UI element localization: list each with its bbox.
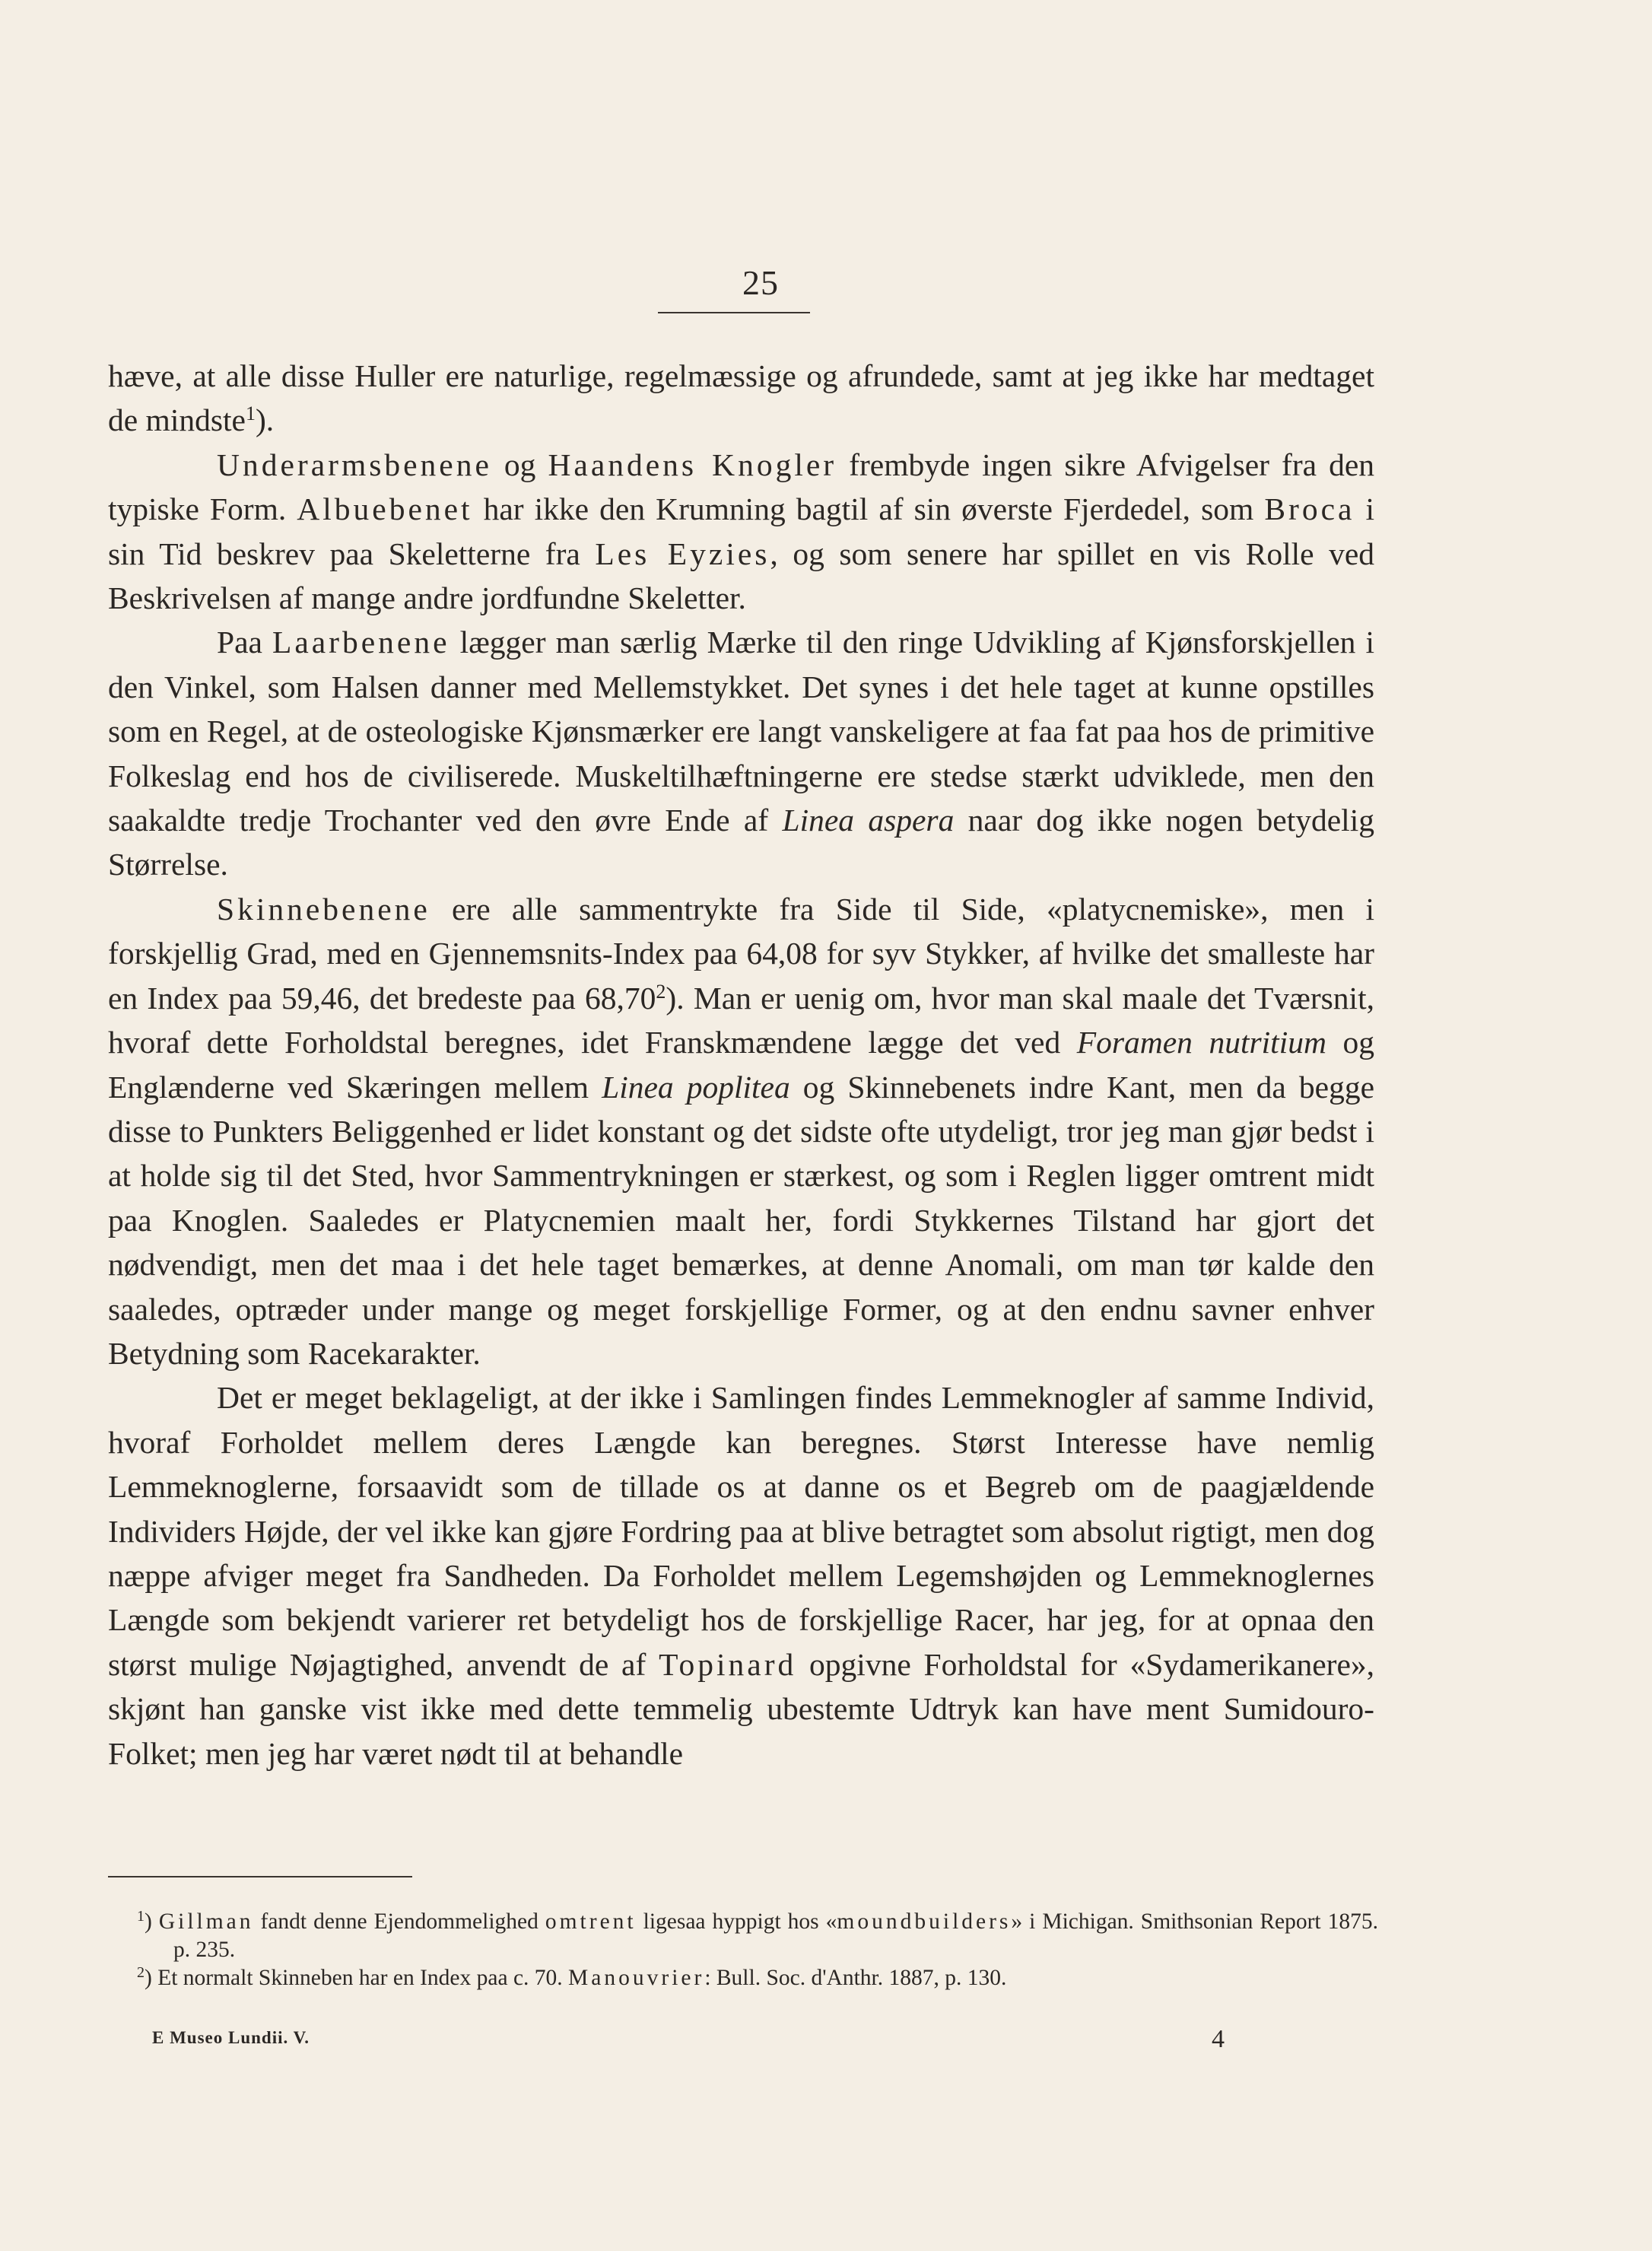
paragraph <box>108 620 1374 886</box>
spaced-term: Manouvrier <box>568 1966 705 1990</box>
text-run: og Skinnebenets indre Kant, men da begge disse to Punkters Beliggenhed er lidet konstant og det sidste ofte utydeligt, tror jeg man gjør bedst i at holde sig til det Sted, hvor Sammentrykningen er stærkest, og som i Reglen ligger omtrent midt paa Knoglen. Saaledes er Platycnemien maalt her, fordi Stykkernes Tilstand har gjort det nødvendigt, men det maa i det hele taget bemærkes, at denne Anomali, om man tør kalde den saaledes, optræder under mange og meget forskjellige Former, og at den endnu savner enhver Betydning som Racekarakter. <box>108 1069 1374 1371</box>
page-footer <box>152 2025 1225 2063</box>
text-run: ) Et normalt Skinneben har en Index paa c. 70. <box>145 1966 569 1990</box>
footnote <box>108 1908 1378 1964</box>
text-run: ) <box>145 1909 159 1934</box>
text-run: ). <box>255 402 275 438</box>
spaced-term: Underarmsbenene <box>217 447 492 482</box>
spaced-term: moundbuilders <box>837 1909 1012 1934</box>
italic-term: Linea aspera <box>782 803 955 838</box>
italic-term: Foramen nutritium <box>1076 1025 1326 1060</box>
footer-signature-number: 4 <box>1212 2025 1225 2053</box>
footnote-reference: 1 <box>245 402 256 425</box>
spaced-term: Albuebenet <box>297 491 473 527</box>
footnote-mark: 2 <box>137 1964 145 1981</box>
footnote <box>108 1964 1378 1992</box>
text-run: Paa <box>217 625 272 660</box>
text-run: har ikke den Krumning bagtil af sin øverste Fjerdedel, som <box>472 491 1265 527</box>
text-run: fandt denne Ejendommelighed <box>253 1909 545 1934</box>
text-run: frembyde ingen sikre Afvigelser fra den typiske Form. <box>108 447 1375 527</box>
page-number-rule <box>658 312 810 313</box>
footnote-reference: 2 <box>656 980 666 1003</box>
spaced-term: Haandens Knogler <box>548 447 837 482</box>
text-run: ). Man er uenig om, hvor man skal maale det Tværsnit, hvoraf dette Forholdstal beregnes, idet Franskmændene lægge det ved <box>108 980 1374 1060</box>
text-run: , og som senere har spillet en vis Rolle ved Beskrivelsen af mange andre jordfundne Skeletter. <box>108 536 1374 616</box>
italic-term: Linea poplitea <box>602 1069 790 1105</box>
paragraph <box>108 887 1374 1375</box>
spaced-term: Broca <box>1264 491 1355 527</box>
text-run: naar dog ikke nogen betydelig Størrelse. <box>108 803 1374 882</box>
footnote-rule <box>108 1876 412 1877</box>
text-run: Det er meget beklageligt, at der ikke i Samlingen findes Lemmeknogler af samme Individ, hvoraf Forholdet mellem deres Længde kan beregnes. Størst Interesse have nemlig Lemmeknoglerne, forsaavidt som de tillade os at danne os et Begreb om de paagjældende Individers Højde, der vel ikke kan gjøre Fordring paa at blive betragtet som absolut rigtigt, men dog næppe afviger meget fra Sandheden. Da Forholdet mellem Legemshøjden og Lemmeknoglernes Længde som bekjendt varierer ret betydeligt hos de forskjellige Racer, har jeg, for at opnaa den størst mulige Nøjagtighed, anvendt de af <box>108 1380 1374 1682</box>
page-number: 25 <box>742 263 779 302</box>
spaced-term: Les Eyzies <box>595 536 770 571</box>
spaced-term: Skinnebenene <box>217 891 430 927</box>
body-text <box>108 354 1374 1776</box>
text-run: ere alle sammentrykte fra Side til Side, «platycnemiske», men i forskjellig Grad, med en Gjennemsnits-Index paa 64,08 for syv Stykker, af hvilke det smalleste har en Index paa 59,46, det bredeste paa 68,70 <box>108 891 1374 1016</box>
text-run: hæve, at alle disse Huller ere naturlige, regelmæssige og afrundede, samt at jeg ikke har medtaget de mindste <box>108 358 1374 438</box>
text-run: lægger man særlig Mærke til den ringe Udvikling af Kjønsforskjellen i den Vinkel, som Halsen danner med Mellemstykket. Det synes i det hele taget at kunne opstilles som en Regel, at de osteologiske Kjønsmærker ere langt vanskeligere at faa fat paa hos de primitive Folkeslag end hos de civiliserede. Muskeltilhæftningerne ere stedse stærkt udviklede, men den saakaldte tredje Trochanter ved den øvre Ende af <box>108 625 1374 838</box>
text-run: : Bull. Soc. d'Anthr. 1887, p. 130. <box>704 1966 1007 1990</box>
text-run: » i Michigan. Smithsonian Report 1875. p. 235. <box>173 1909 1378 1962</box>
spaced-term: omtrent <box>545 1909 637 1934</box>
footer-series-title: E Museo Lundii. V. <box>152 2028 310 2047</box>
text-run: og Englænderne ved Skæringen mellem <box>108 1025 1375 1105</box>
text-run: og <box>491 447 548 482</box>
paragraph <box>108 354 1374 443</box>
text-run: i sin Tid beskrev paa Skeletterne fra <box>108 491 1374 571</box>
spaced-term: Gillman <box>158 1909 254 1934</box>
text-run: ligesaa hyppigt hos « <box>636 1909 837 1934</box>
spaced-term: Laarbenene <box>272 625 450 660</box>
spaced-term: Topinard <box>659 1646 797 1682</box>
paragraph <box>108 1375 1374 1776</box>
paragraph <box>108 443 1374 621</box>
footnote-mark: 1 <box>137 1908 145 1925</box>
footnotes <box>108 1908 1378 1992</box>
text-run: opgivne Forholdstal for «Sydamerikanere», skjønt han ganske vist ikke med dette temmelig ubestemte Udtryk kan have ment Sumidouro-Folket; men jeg har været nødt til at behandle <box>108 1646 1374 1771</box>
